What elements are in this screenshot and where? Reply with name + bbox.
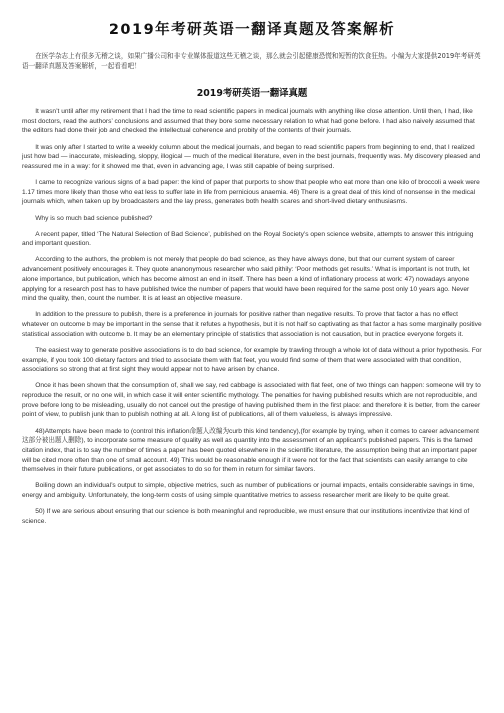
- body-paragraph: The easiest way to generate positive associations is to do bad science, for example by trawling through a whole lot of data without a prior hypothesis. For example, if you took 100 dietary factors and tried to associate them with flat feet, you would find some of them that were associated with that condition, associations so strong that at first sight they would appear not to have arisen by chance.: [22, 346, 482, 374]
- body-paragraph: Once it has been shown that the consumption of, shall we say, red cabbage is associated with flat feet, one of two things can happen: someone will try to reproduce the result, or no one will, in which case it will enter scientific mythology. The penalties for having published results which are not reproducible, and prove before long to be misleading, usually do not cancel out the prestige of having published them in the first place: and therefore it is better, from the career point of view, to publish junk than to publish nothing at all. A long list of publications, all of them valueless, is always impressive.: [22, 382, 481, 419]
- body-paragraph: Why is so much bad science published?: [35, 214, 153, 222]
- body-paragraph: It was only after I started to write a weekly column about the medical journals, and began to read scientific papers from beginning to end, that I realized just how bad — inaccurate, misleading, sloppy, illogical — much of the medical literature, even in the best journals, frequently was. My discovery pleased and reassured me in a way: for it showed me that, even in advancing age, I was still capable of being surprised.: [22, 143, 481, 170]
- body-paragraph: 48)Attempts have been made to (control this inflation命题人改编为curb this kind tendency),(for example by trying, when it comes to career advancement这部分被出题人删除), to incorporate some measure of quality as well as quantity into the assessment of an applicant’s published papers. This is the famed citation index, that is to say the number of times a paper has been quoted elsewhere in the scientific literature, the assumption being that an important paper will be cited more often than one of small account. 49) This would be reasonable enough if it were not for the fact that scientists can easily arrange to cite themselves in their future publications, or get associates to do so for them in return for similar favors.: [22, 427, 480, 474]
- section-heading: 2019考研英语一翻译真题: [196, 88, 308, 99]
- body-paragraph: I came to recognize various signs of a bad paper: the kind of paper that purports to show that people who eat more than one kilo of broccoli a week were 1.17 times more likely than those who eat less to suffer late in life from pernicious anaemia. 46) There is a great deal of this kind of nonsense in the medical journals which, when taken up by broadcasters and the lay press, generates both health scares and short-lived dietary enthusiasms.: [22, 179, 480, 206]
- body-paragraph: A recent paper, titled ‘The Natural Selection of Bad Science’, published on the Royal Society’s open science website, attempts to answer this intriguing and important question.: [22, 230, 474, 248]
- body-paragraph: According to the authors, the problem is not merely that people do bad science, as they have always done, but that our current system of career advancement positively encourages it. They quote ananonymous researcher who said pithily: ‘Poor methods get results.’ What is important is not truth, let alone importance, but publication, which has become almost an end in itself. There has been a kind of inflationary process at work: 47) nowadays anyone applying for a research post has to have published twice the number of papers that would have been required for the same post only 10 years ago. Never mind the quality, then, count the number. It is at least an objective measure.: [22, 256, 470, 303]
- intro-paragraph: 在医学杂志上有很多无稽之谈，如果广播公司和非专业媒体报道这些无稽之谈，那么就会引起健康恐慌和短暂的饮食狂热。小编为大家提供2019年考研英语一翻译真题及答案解析，一起看看吧！: [22, 52, 481, 70]
- body-paragraph: Boiling down an individual’s output to simple, objective metrics, such as number of publications or journal impacts, entails considerable savings in time, energy and ambiguity. Unfortunately, the long-term costs of using simple quantitative metrics to assess researcher merit are likely to be quite great.: [22, 482, 475, 500]
- body-paragraph: 50) If we are serious about ensuring that our science is both meaningful and reproducible, we must ensure that our institutions incentivize that kind of science.: [22, 508, 470, 525]
- page-title: 2019年考研英语一翻译真题及答案解析: [108, 22, 396, 38]
- body-paragraph: In addition to the pressure to publish, there is a preference in journals for positive rather than negative results. To prove that factor a has no effect whatever on outcome b may be important in the sense that it refutes a hypothesis, but it is not half so captivating as that factor a has some marginally positive statistical association with outcome b. It may be an elementary principle of statistics that association is not causation, but in practice everyone forgets it.: [22, 311, 482, 338]
- body-paragraph: It wasn’t until after my retirement that I had the time to read scientific papers in medical journals with anything like close attention. Until then, I had, like most doctors, read the authors’ conclusions and assumed that they bore some necessary relation to what had gone before. I had also naively assumed that the editors had done their job and checked the intellectual coherence and probity of the contents of their journals.: [22, 108, 475, 135]
